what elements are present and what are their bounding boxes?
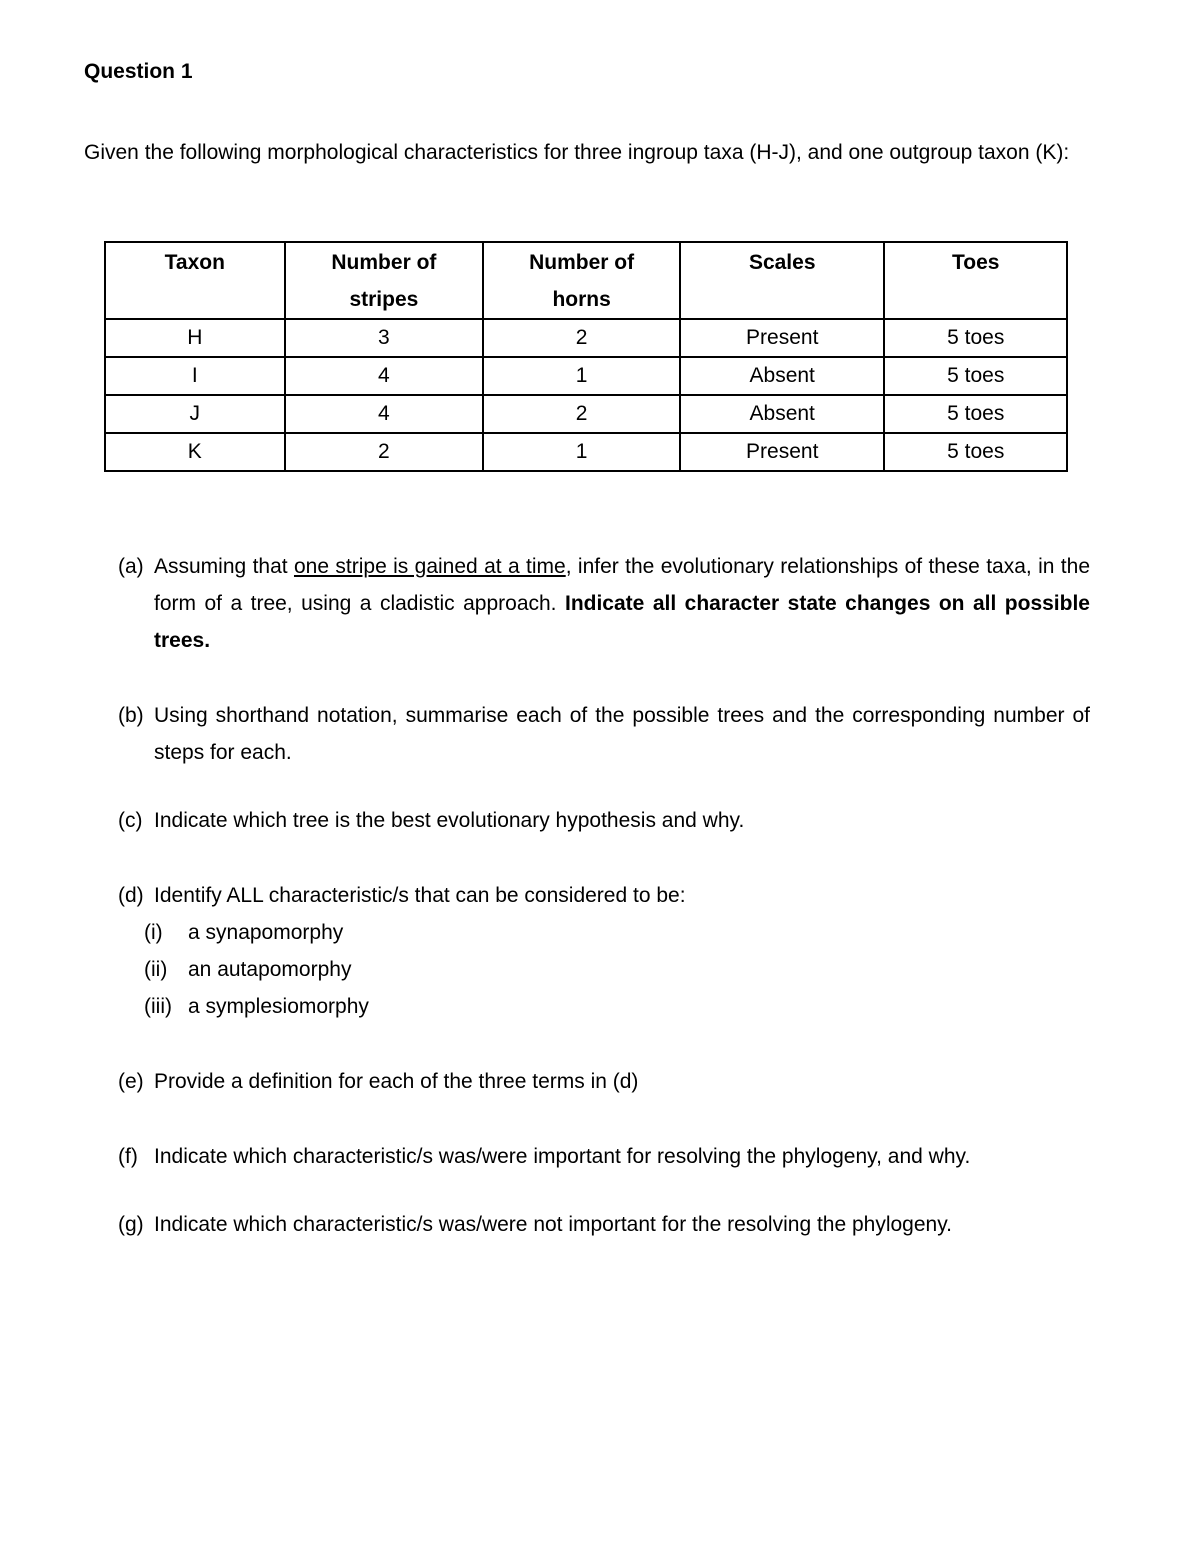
header-toes: Toes <box>884 242 1067 319</box>
part-e-label: (e) <box>118 1070 144 1093</box>
cell-scales: Present <box>680 433 885 471</box>
cell-scales: Absent <box>680 357 885 395</box>
cell-toes: 5 toes <box>884 319 1067 357</box>
cell-scales: Absent <box>680 395 885 433</box>
part-a-text-before: Assuming that <box>154 555 294 578</box>
part-g-text: Indicate which characteristic/s was/were not important for the resolving the phylogeny. <box>154 1213 952 1236</box>
part-a-text-mid: , infer the evolutionary relationships of these taxa, in the form of a tree, using a cladistic approach. <box>154 555 1090 615</box>
part-c-text: Indicate which tree is the best evolutionary hypothesis and why. <box>154 809 745 832</box>
cell-toes: 5 toes <box>884 357 1067 395</box>
table-header-row <box>105 242 1067 319</box>
part-d-text: Identify ALL characteristic/s that can be considered to be: <box>154 884 686 907</box>
cell-taxon: K <box>105 433 285 471</box>
cell-toes: 5 toes <box>884 395 1067 433</box>
cell-horns: 2 <box>483 395 680 433</box>
cell-horns: 1 <box>483 433 680 471</box>
subitem-text: a synapomorphy <box>188 921 344 944</box>
part-c-label: (c) <box>118 809 143 832</box>
list-item <box>118 914 1090 951</box>
cell-horns: 1 <box>483 357 680 395</box>
cell-stripes: 4 <box>285 395 484 433</box>
table-row <box>105 357 1067 395</box>
table-row <box>105 433 1067 471</box>
table-row <box>105 395 1067 433</box>
intro-paragraph: Given the following morphological characteristics for three ingroup taxa (H-J), and one outgroup taxon (K): <box>84 141 1070 164</box>
list-item <box>118 951 1090 988</box>
part-f <box>118 1138 1090 1175</box>
header-taxon: Taxon <box>105 242 285 319</box>
part-d-subitems <box>118 914 1090 1025</box>
part-b-label: (b) <box>118 704 144 727</box>
part-g <box>118 1206 1090 1243</box>
part-a-label: (a) <box>118 555 144 578</box>
cell-toes: 5 toes <box>884 433 1067 471</box>
subitem-label: (iii) <box>144 995 172 1018</box>
part-f-text: Indicate which characteristic/s was/were important for resolving the phylogeny, and why. <box>154 1145 971 1168</box>
part-e <box>118 1063 1090 1100</box>
part-d-label: (d) <box>118 884 144 907</box>
subitem-label: (i) <box>144 921 163 944</box>
subitem-label: (ii) <box>144 958 168 981</box>
header-stripes: Number of stripes <box>285 242 484 319</box>
cell-taxon: J <box>105 395 285 433</box>
cell-stripes: 4 <box>285 357 484 395</box>
part-b <box>118 697 1090 771</box>
cell-horns: 2 <box>483 319 680 357</box>
question-title: Question 1 <box>84 60 193 83</box>
part-f-label: (f) <box>118 1145 138 1168</box>
cell-taxon: I <box>105 357 285 395</box>
subitem-text: a symplesiomorphy <box>188 995 369 1018</box>
cell-stripes: 3 <box>285 319 484 357</box>
question-parts <box>118 548 1090 1243</box>
part-e-text: Provide a definition for each of the three terms in (d) <box>154 1070 639 1093</box>
part-a-underlined: one stripe is gained at a time <box>293 555 566 578</box>
part-d <box>118 877 1090 914</box>
part-c <box>118 802 1090 839</box>
part-g-label: (g) <box>118 1213 144 1236</box>
part-a <box>118 548 1090 659</box>
cell-scales: Present <box>680 319 885 357</box>
header-horns: Number of horns <box>483 242 680 319</box>
characteristics-table <box>104 241 1068 472</box>
part-a-bold: Indicate all character state changes on all possible trees. <box>154 592 1090 652</box>
table-row <box>105 319 1067 357</box>
header-scales: Scales <box>680 242 885 319</box>
part-b-text: Using shorthand notation, summarise each of the possible trees and the corresponding number of steps for each. <box>154 704 1090 764</box>
cell-taxon: H <box>105 319 285 357</box>
cell-stripes: 2 <box>285 433 484 471</box>
subitem-text: an autapomorphy <box>188 958 352 981</box>
list-item <box>118 988 1090 1025</box>
